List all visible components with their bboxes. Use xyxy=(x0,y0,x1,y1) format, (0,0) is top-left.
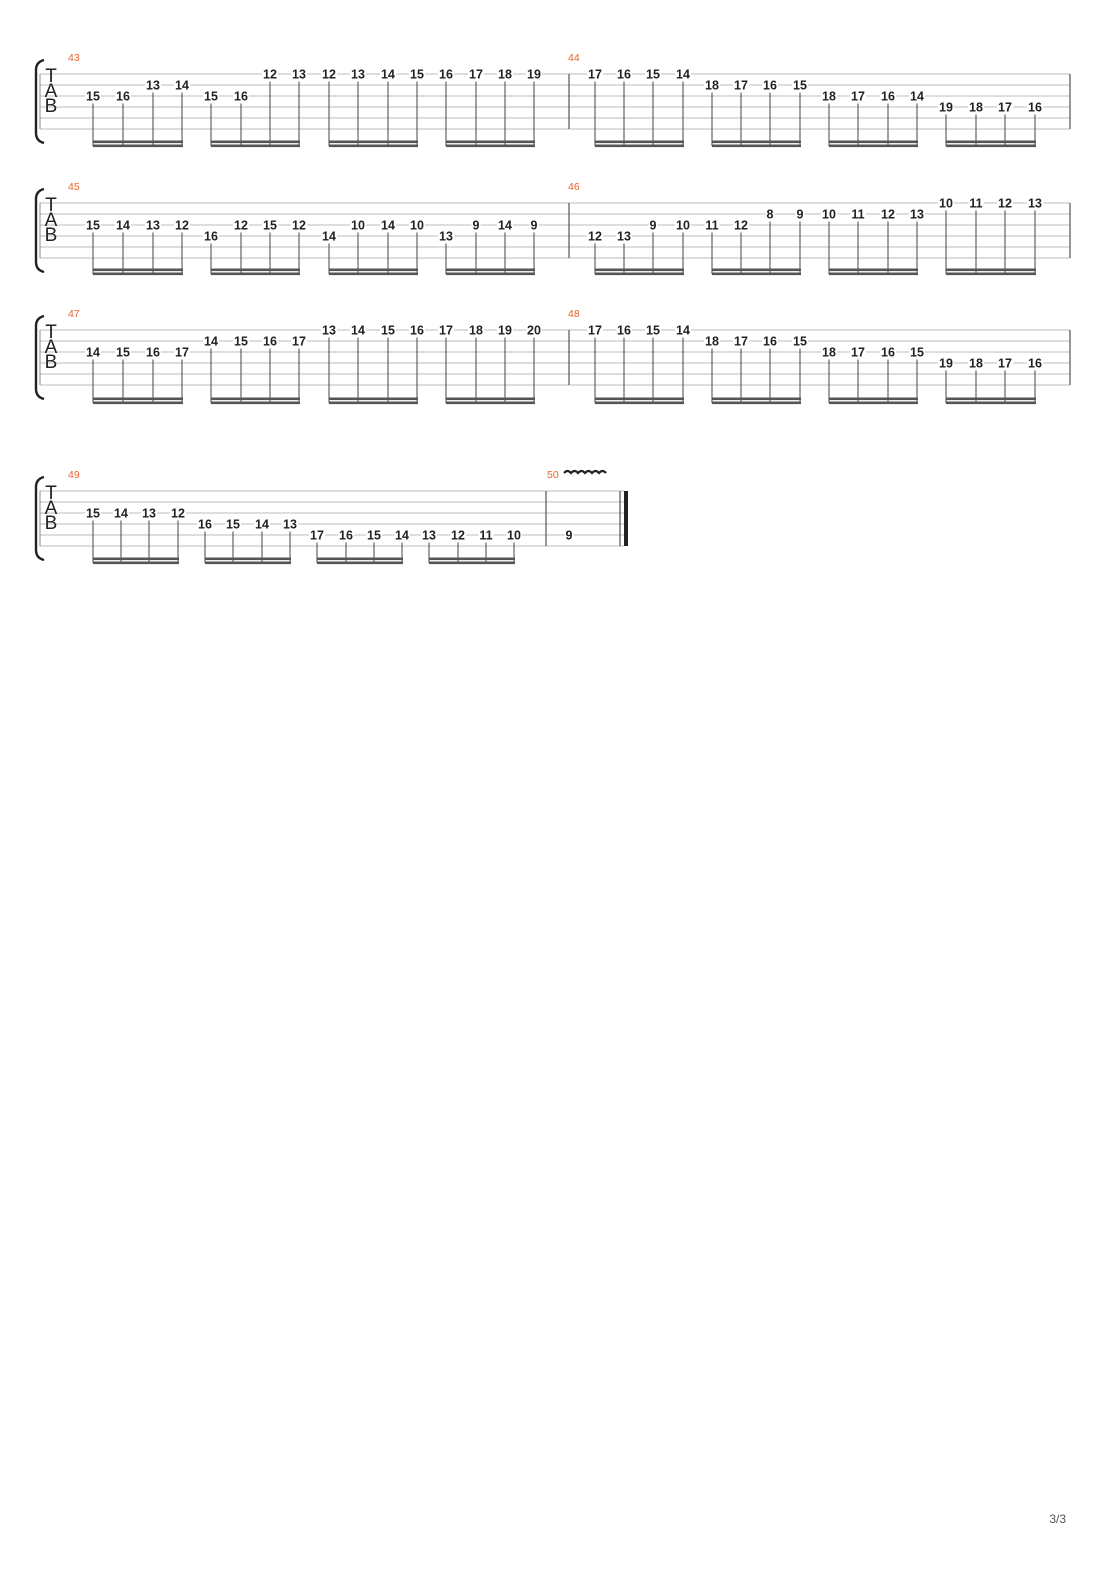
beam xyxy=(829,145,918,148)
fret-number: 18 xyxy=(822,89,836,104)
fret-number: 16 xyxy=(881,89,895,104)
fret-number: 15 xyxy=(204,89,218,104)
fret-number: 18 xyxy=(469,323,483,338)
beam xyxy=(317,562,403,565)
fret-number: 12 xyxy=(175,218,189,233)
fret-number: 17 xyxy=(175,345,189,360)
fret-number: 14 xyxy=(910,89,924,104)
fret-number: 13 xyxy=(910,207,924,222)
fret-number: 15 xyxy=(86,506,100,521)
measure-number: 50 xyxy=(547,469,559,481)
fret-number: 13 xyxy=(283,517,297,532)
fret-number: 17 xyxy=(588,323,602,338)
beam xyxy=(712,398,801,401)
fret-number: 16 xyxy=(146,345,160,360)
fret-number: 19 xyxy=(527,67,541,82)
fret-number: 11 xyxy=(479,528,493,543)
fret-number: 19 xyxy=(939,100,953,115)
tab-clef-letter: B xyxy=(44,513,58,534)
fret-number: 14 xyxy=(351,323,365,338)
beam xyxy=(595,273,684,276)
fret-number: 17 xyxy=(734,334,748,349)
beam xyxy=(829,269,918,272)
fret-number: 9 xyxy=(472,218,480,233)
fret-number: 12 xyxy=(998,196,1012,211)
fret-number: 18 xyxy=(498,67,512,82)
measure-number: 47 xyxy=(68,308,80,320)
fret-number: 15 xyxy=(410,67,424,82)
systems-layer xyxy=(36,52,1070,564)
fret-number: 13 xyxy=(292,67,306,82)
fret-number: 16 xyxy=(617,323,631,338)
fret-number: 15 xyxy=(86,89,100,104)
fret-number: 10 xyxy=(351,218,365,233)
fret-number: 17 xyxy=(588,67,602,82)
fret-number: 16 xyxy=(881,345,895,360)
beam xyxy=(946,398,1036,401)
fret-number: 9 xyxy=(565,528,573,543)
fret-number: 16 xyxy=(763,334,777,349)
tab-clef-letter: B xyxy=(44,96,58,117)
beam xyxy=(829,141,918,144)
beam xyxy=(595,269,684,272)
tab-clef-letter: T xyxy=(45,322,57,343)
beam xyxy=(93,398,183,401)
fret-number: 12 xyxy=(171,506,185,521)
tab-clef-letter: B xyxy=(44,352,58,373)
beam xyxy=(446,141,535,144)
fret-number: 16 xyxy=(204,229,218,244)
measure-number: 46 xyxy=(568,181,580,193)
fret-number: 11 xyxy=(969,196,983,211)
tab-clef-letter: T xyxy=(45,195,57,216)
beam xyxy=(205,562,291,565)
fret-number: 16 xyxy=(1028,100,1042,115)
fret-number: 13 xyxy=(142,506,156,521)
beam xyxy=(429,562,515,565)
fret-number: 17 xyxy=(851,345,865,360)
beam xyxy=(329,141,418,144)
beam xyxy=(446,273,535,276)
fret-number: 14 xyxy=(676,323,690,338)
beam xyxy=(93,558,179,561)
fret-number: 14 xyxy=(676,67,690,82)
fret-number: 15 xyxy=(116,345,130,360)
fret-number: 19 xyxy=(498,323,512,338)
fret-number: 11 xyxy=(851,207,865,222)
fret-number: 14 xyxy=(204,334,218,349)
fret-number: 13 xyxy=(1028,196,1042,211)
fret-number: 14 xyxy=(498,218,512,233)
fret-number: 19 xyxy=(939,356,953,371)
fret-number: 14 xyxy=(175,78,189,93)
fret-number: 12 xyxy=(451,528,465,543)
fret-number: 9 xyxy=(649,218,657,233)
beam xyxy=(946,145,1036,148)
beam xyxy=(946,402,1036,405)
measure-number: 49 xyxy=(68,469,80,481)
fret-number: 10 xyxy=(410,218,424,233)
fret-number: 14 xyxy=(114,506,128,521)
fret-number: 17 xyxy=(310,528,324,543)
fret-number: 13 xyxy=(351,67,365,82)
beam xyxy=(829,402,918,405)
fret-number: 17 xyxy=(734,78,748,93)
fret-number: 16 xyxy=(263,334,277,349)
beam xyxy=(712,145,801,148)
beam xyxy=(946,141,1036,144)
beam xyxy=(946,273,1036,276)
fret-number: 13 xyxy=(146,78,160,93)
fret-number: 10 xyxy=(822,207,836,222)
measure-number: 44 xyxy=(568,52,580,64)
fret-number: 13 xyxy=(422,528,436,543)
tab-clef-letter: A xyxy=(44,498,58,519)
fret-number: 12 xyxy=(234,218,248,233)
fret-number: 14 xyxy=(116,218,130,233)
tab-clef-letter: A xyxy=(44,337,58,358)
fret-number: 16 xyxy=(234,89,248,104)
fret-number: 15 xyxy=(381,323,395,338)
fret-number: 17 xyxy=(998,100,1012,115)
beam xyxy=(93,269,183,272)
fret-number: 15 xyxy=(263,218,277,233)
fret-number: 16 xyxy=(617,67,631,82)
beam xyxy=(205,558,291,561)
fret-number: 17 xyxy=(998,356,1012,371)
fret-number: 11 xyxy=(705,218,719,233)
beam xyxy=(329,402,418,405)
beam xyxy=(712,141,801,144)
fret-number: 17 xyxy=(469,67,483,82)
final-barline-thick xyxy=(624,491,628,546)
fret-number: 14 xyxy=(86,345,100,360)
fret-number: 17 xyxy=(851,89,865,104)
beam xyxy=(946,269,1036,272)
tab-system xyxy=(36,181,1070,275)
beam xyxy=(211,402,300,405)
beam xyxy=(211,269,300,272)
fret-number: 14 xyxy=(255,517,269,532)
fret-number: 12 xyxy=(263,67,277,82)
fret-number: 9 xyxy=(796,207,804,222)
tab-clef-letter: T xyxy=(45,66,57,87)
tab-system xyxy=(36,308,1070,404)
fret-number: 16 xyxy=(339,528,353,543)
fret-number: 15 xyxy=(910,345,924,360)
fret-number: 15 xyxy=(367,528,381,543)
page-number: 3/3 xyxy=(1049,1512,1066,1526)
fret-number: 12 xyxy=(322,67,336,82)
measure-number: 45 xyxy=(68,181,80,193)
beam xyxy=(211,141,300,144)
tab-clef-letter: B xyxy=(44,225,58,246)
beam xyxy=(211,145,300,148)
beam xyxy=(595,145,684,148)
fret-number: 15 xyxy=(86,218,100,233)
fret-number: 16 xyxy=(410,323,424,338)
fret-number: 18 xyxy=(705,78,719,93)
fret-number: 14 xyxy=(381,218,395,233)
tab-clef-letter: A xyxy=(44,210,58,231)
fret-number: 14 xyxy=(322,229,336,244)
fret-number: 16 xyxy=(116,89,130,104)
fret-number: 16 xyxy=(439,67,453,82)
fret-number: 18 xyxy=(969,356,983,371)
fret-number: 13 xyxy=(617,229,631,244)
fret-number: 18 xyxy=(822,345,836,360)
beam xyxy=(93,562,179,565)
fret-number: 14 xyxy=(395,528,409,543)
tab-system xyxy=(36,469,628,564)
fret-number: 15 xyxy=(646,67,660,82)
fret-number: 12 xyxy=(734,218,748,233)
beam xyxy=(446,402,535,405)
beam xyxy=(446,398,535,401)
fret-number: 15 xyxy=(646,323,660,338)
tab-clef-letter: T xyxy=(45,483,57,504)
beam xyxy=(211,398,300,401)
beam xyxy=(93,273,183,276)
vibrato-mark xyxy=(564,471,606,473)
fret-number: 10 xyxy=(676,218,690,233)
beam xyxy=(317,558,403,561)
fret-number: 18 xyxy=(705,334,719,349)
fret-number: 8 xyxy=(766,207,774,222)
beam xyxy=(329,145,418,148)
beam xyxy=(329,273,418,276)
beam xyxy=(712,269,801,272)
beam xyxy=(329,398,418,401)
measure-number: 43 xyxy=(68,52,80,64)
beam xyxy=(93,402,183,405)
fret-number: 13 xyxy=(439,229,453,244)
beam xyxy=(211,273,300,276)
fret-number: 10 xyxy=(939,196,953,211)
fret-number: 15 xyxy=(234,334,248,349)
fret-number: 13 xyxy=(146,218,160,233)
fret-number: 17 xyxy=(439,323,453,338)
tab-system xyxy=(36,52,1070,147)
beam xyxy=(829,398,918,401)
beam xyxy=(712,402,801,405)
fret-number: 12 xyxy=(881,207,895,222)
beam xyxy=(595,398,684,401)
beam xyxy=(595,141,684,144)
measure-number: 48 xyxy=(568,308,580,320)
beam xyxy=(329,269,418,272)
fret-number: 13 xyxy=(322,323,336,338)
beam xyxy=(93,141,183,144)
fret-number: 14 xyxy=(381,67,395,82)
beam xyxy=(446,145,535,148)
beam xyxy=(93,145,183,148)
fret-number: 17 xyxy=(292,334,306,349)
beam xyxy=(595,402,684,405)
beam xyxy=(829,273,918,276)
fret-number: 12 xyxy=(588,229,602,244)
fret-number: 20 xyxy=(527,323,541,338)
fret-number: 9 xyxy=(530,218,538,233)
tab-clef-letter: A xyxy=(44,81,58,102)
fret-number: 12 xyxy=(292,218,306,233)
fret-number: 16 xyxy=(1028,356,1042,371)
fret-number: 15 xyxy=(793,334,807,349)
fret-number: 16 xyxy=(198,517,212,532)
beam xyxy=(446,269,535,272)
fret-number: 15 xyxy=(793,78,807,93)
beam xyxy=(712,273,801,276)
fret-number: 18 xyxy=(969,100,983,115)
fret-number: 10 xyxy=(507,528,521,543)
fret-number: 16 xyxy=(763,78,777,93)
fret-number: 15 xyxy=(226,517,240,532)
beam xyxy=(429,558,515,561)
